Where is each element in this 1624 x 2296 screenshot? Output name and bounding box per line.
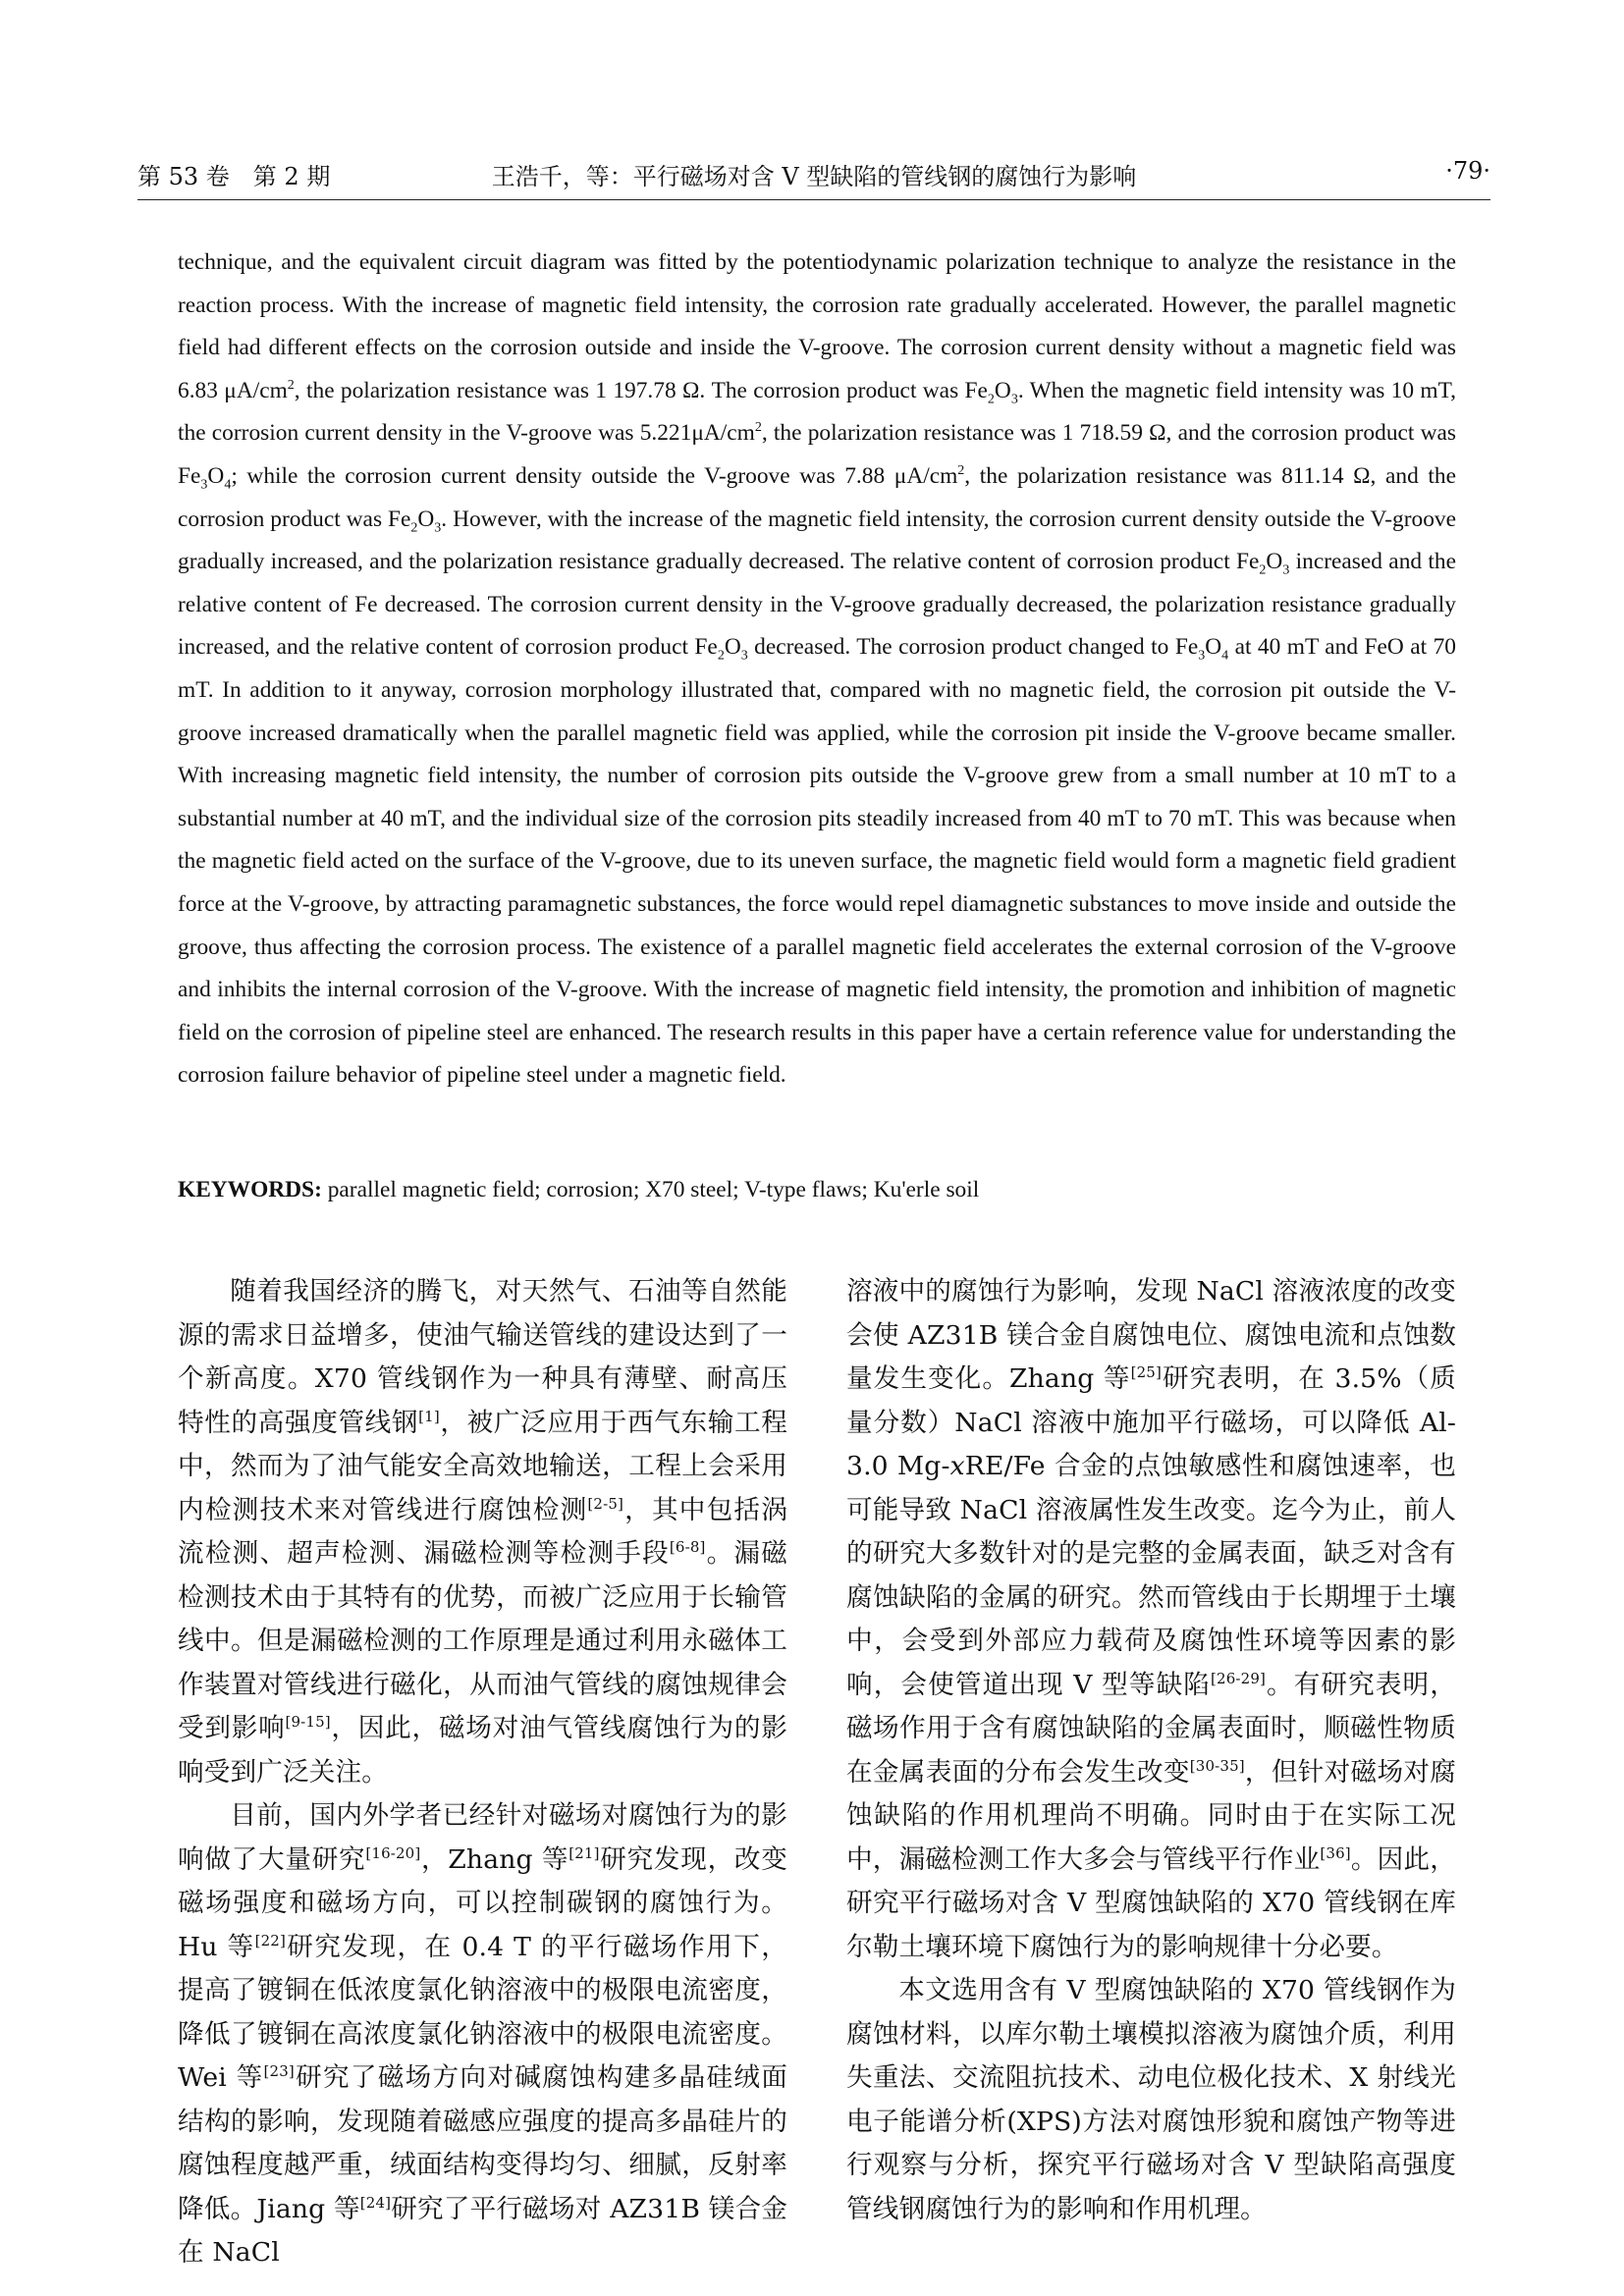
keywords-text: parallel magnetic field; corrosion; X70 steel; V-type flaws; Ku'erle soil bbox=[327, 1177, 980, 1202]
keywords bbox=[178, 1172, 1456, 1207]
header-rule bbox=[137, 199, 1490, 200]
paragraph-intro-3: 本文选用含有 V 型腐蚀缺陷的 X70 管线钢作为腐蚀材料，以库尔勒土壤模拟溶液为腐蚀介质，利用失重法、交流阻抗技术、动电位极化技术、X 射线光电子能谱分析(XPS)方法对腐蚀形貌和腐蚀产物等进行观察与分析，探究平行磁场对含 V 型缺陷高强度管线钢腐蚀行为的影响和作用机理。 bbox=[846, 1975, 1456, 2224]
page-number: ·79· bbox=[1445, 157, 1490, 185]
paragraph-intro-1: 随着我国经济的腾飞，对天然气、石油等自然能源的需求日益增多，使油气输送管线的建设达到了一个新高度。X70 管线钢作为一种具有薄壁、耐高压特性的高强度管线钢[1]，被广泛应用于西气东输工程中，然而为了油气能安全高效地输送，工程上会采用内检测技术来对管线进行腐蚀检测[2-5]，其中包括涡流检测、超声检测、漏磁检测等检测手段[6-8]。漏磁检测技术由于其特有的优势，而被广泛应用于长输管线中。但是漏磁检测的工作原理是通过利用永磁体工作装置对管线进行磁化，从而油气管线的腐蚀规律会受到影响[9-15]，因此，磁场对油气管线腐蚀行为的影响受到广泛关注。 bbox=[178, 1276, 787, 1788]
paragraph-intro-2: 目前，国内外学者已经针对磁场对腐蚀行为的影响做了大量研究[16-20]，Zhang 等[21]研究发现，改变磁场强度和磁场方向，可以控制碳钢的腐蚀行为。Hu 等[22]研究发现，在 0.4 T 的平行磁场作用下，提高了镀铜在低浓度氯化钠溶液中的极限电流密度，降低了镀铜在高浓度氯化钠溶液中的极限电流密度。Wei 等[23]研究了磁场方向对碱腐蚀构建多晶硅绒面结构的影响，发现随着磁感应强度的提高多晶硅片的腐蚀程度越严重，绒面结构变得均匀、细腻，反射率降低。Jiang 等[24]研究了平行磁场对 AZ31B 镁合金在 NaCl bbox=[178, 1800, 787, 2268]
keywords-label: KEYWORDS: bbox=[178, 1177, 322, 1202]
body-column-left bbox=[178, 1270, 787, 2275]
paragraph-intro-2-continued: 溶液中的腐蚀行为影响，发现 NaCl 溶液浓度的改变会使 AZ31B 镁合金自腐蚀电位、腐蚀电流和点蚀数量发生变化。Zhang 等[25]研究表明，在 3.5%（质量分数）NaCl 溶液中施加平行磁场，可以降低 Al-3.0 Mg-xRE/Fe 合金的点蚀敏感性和腐蚀速率，也可能导致 NaCl 溶液属性发生改变。迄今为止，前人的研究大多数针对的是完整的金属表面，缺乏对含有腐蚀缺陷的金属的研究。然而管线由于长期埋于土壤中，会受到外部应力载荷及腐蚀性环境等因素的影响，会使管道出现 V 型等缺陷[26-29]。有研究表明，磁场作用于含有腐蚀缺陷的金属表面时，顺磁性物质在金属表面的分布会发生改变[30-35]，但针对磁场对腐蚀缺陷的作用机理尚不明确。同时由于在实际工况中，漏磁检测工作大多会与管线平行作业[36]。因此，研究平行磁场对含 V 型腐蚀缺陷的 X70 管线钢在库尔勒土壤环境下腐蚀行为的影响规律十分必要。 bbox=[846, 1276, 1457, 1962]
body-column-right bbox=[846, 1270, 1456, 2231]
english-abstract: technique, and the equivalent circuit diagram was fitted by the potentiodynamic polarization technique to analyze the resistance in the reaction process. With the increase of magnetic field intensity, the corrosion rate gradually accelerated. However, the parallel magnetic field had different effects on the corrosion outside and inside the V-groove. The corrosion current density without a magnetic field was 6.83 $\mu A/cm^2$, the polarization resistance was 1 197.78 Ω. The corrosion product was $Fe_2O_3$. When the magnetic field intensity was 10 mT, the corrosion current density in the V-groove was $5.221\mu A/cm^2$, the polarization resistance was 1 718.59 Ω, and the corrosion product was $Fe_3O_4$; while the corrosion current density outside the V-groove was 7.88 $\mu A/cm^2$, the polarization resistance was 811.14 Ω, and the corrosion product was $Fe_2O_3$. However, with the increase of the magnetic field intensity, the corrosion current density outside the V-groove gradually increased, and the polarization resistance gradually decreased. The relative content of corrosion product $Fe_2O_3$ increased and the relative content of Fe decreased. The corrosion current density in the V-groove gradually decreased, the polarization resistance gradually increased, and the relative content of corrosion product $Fe_2O_3$ decreased. The corrosion product changed to $Fe_3O_4$ at 40 mT and FeO at 70 mT. In addition to it anyway, corrosion morphology illustrated that, compared with no magnetic field, the corrosion pit outside the V-groove increased dramatically when the parallel magnetic field was applied, while the corrosion pit inside the V-groove became smaller. With increasing magnetic field intensity, the number of corrosion pits outside the V-groove grew from a small number at 10 mT to a substantial number at 40 mT, and the individual size of the corrosion pits steadily increased from 40 mT to 70 mT. This was because when the magnetic field acted on the surface of the V-groove, due to its uneven surface, the magnetic field would form a magnetic field gradient force at the V-groove, by attracting paramagnetic substances, the force would repel diamagnetic substances to move inside and outside the groove, thus affecting the corrosion process. The existence of a parallel magnetic field accelerates the external corrosion of the V-groove and inhibits the internal corrosion of the V-groove. With the increase of magnetic field intensity, the promotion and inhibition of magnetic field on the corrosion of pipeline steel are enhanced. The research results in this paper have a certain reference value for understanding the corrosion failure behavior of pipeline steel under a magnetic field. bbox=[178, 249, 1457, 1089]
running-header bbox=[137, 157, 1490, 196]
volume-issue: 第 53 卷 第 2 期 bbox=[137, 163, 331, 190]
running-title: 王浩千，等：平行磁场对含 V 型缺陷的管线钢的腐蚀行为影响 bbox=[491, 163, 1137, 190]
